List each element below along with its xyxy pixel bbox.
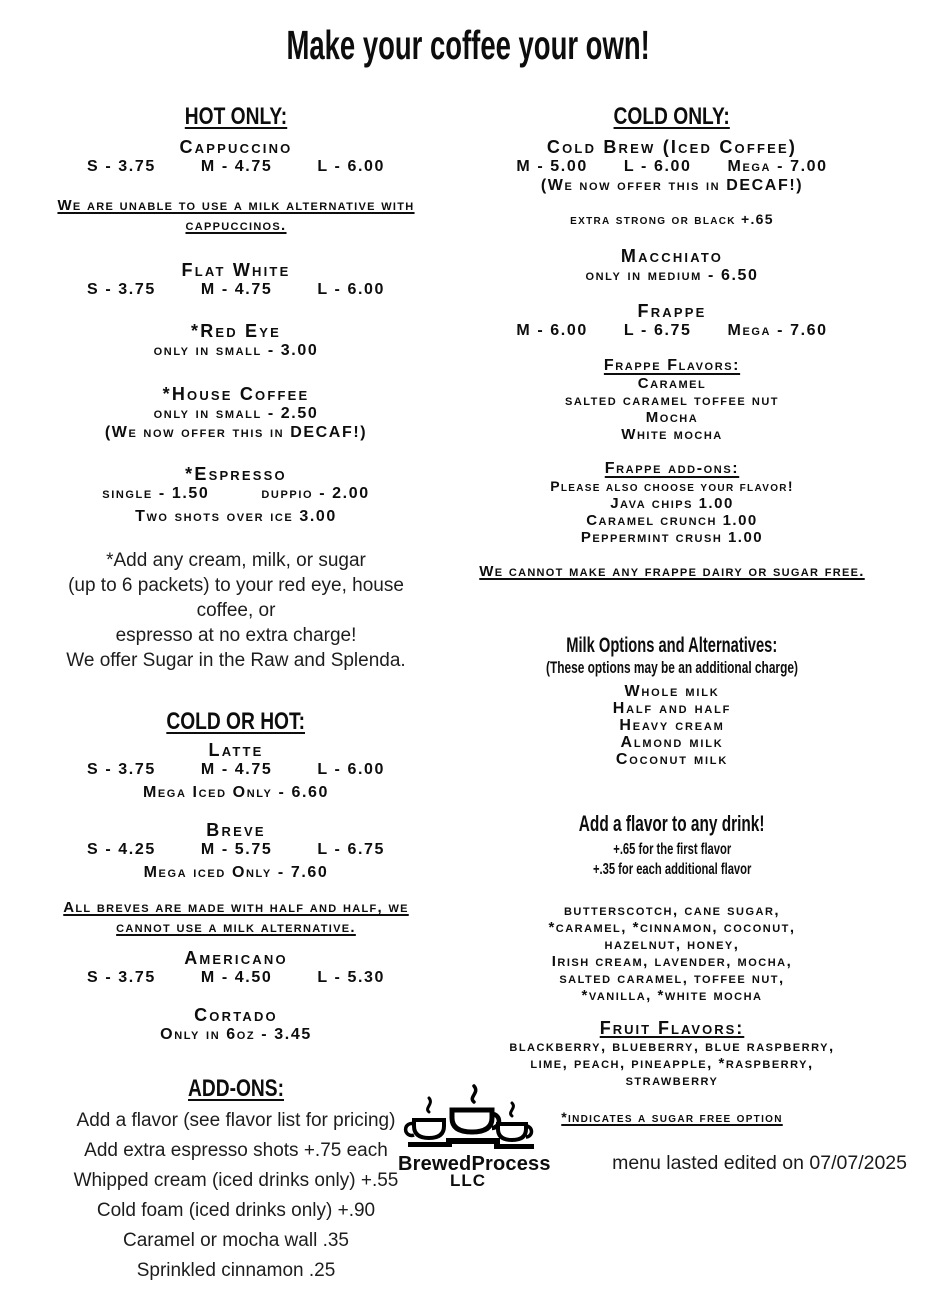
item-cortado-sub: Only in 6oz - 3.45 — [160, 1026, 312, 1043]
addon-line: Add a flavor (see flavor list for pricing) — [76, 1110, 396, 1131]
price-large: L - 6.00 — [623, 158, 692, 175]
item-espresso-prices — [40, 485, 432, 503]
fruit-flavor-line: strawberry — [625, 1072, 719, 1089]
free-additions-note — [40, 548, 432, 673]
item-red-eye-sub: only in small - 3.00 — [153, 342, 319, 359]
section-header-add-ons: ADD-ONS: — [188, 1075, 284, 1102]
price-duppio: duppio - 2.00 — [261, 485, 370, 502]
page-title — [0, 22, 937, 68]
price-medium: M - 4.75 — [200, 761, 273, 778]
price-large: L - 5.30 — [317, 969, 385, 986]
frappe-flavor-line: salted caramel toffee nut — [565, 392, 779, 409]
addon-line: Cold foam (iced drinks only) +.90 — [96, 1200, 376, 1221]
item-cappuccino-prices — [40, 158, 432, 176]
note-line: We offer Sugar in the Raw and Splenda. — [66, 650, 406, 671]
milk-options-subheader: (These options may be an additional charge) — [546, 658, 798, 677]
brand-logo — [398, 1082, 551, 1190]
milk-option-line: Half and half — [612, 700, 732, 717]
item-espresso-name: *Espresso — [185, 464, 287, 484]
coffee-cups-icon — [398, 1082, 538, 1150]
price-medium: M - 5.00 — [516, 158, 588, 175]
frappe-addon-line: Peppermint crush 1.00 — [580, 529, 764, 546]
section-header-hot-only: HOT ONLY: — [184, 103, 288, 130]
price-mega: Mega - 7.60 — [727, 322, 828, 339]
note-line: We are unable to use a milk alternative with — [57, 197, 415, 214]
item-latte-prices — [40, 761, 432, 779]
note-line: *Add any cream, milk, or sugar — [106, 550, 366, 571]
item-americano-name: Americano — [184, 948, 288, 968]
frappe-flavor-line: White mocha — [621, 426, 723, 443]
item-latte-name: Latte — [208, 740, 264, 760]
milk-option-line: Heavy cream — [619, 717, 725, 734]
fruit-flavor-line: blackberry, blueberry, blue raspberry, — [509, 1038, 835, 1055]
logo-company-name: BrewedProcess — [398, 1153, 551, 1175]
sugar-free-note: *indicates a sugar free option — [561, 1109, 783, 1125]
fruit-flavors-header: Fruit Flavors: — [599, 1018, 745, 1038]
flavor-line: hazelnut, honey, — [604, 936, 740, 953]
section-header-cold-only: COLD ONLY: — [613, 103, 731, 130]
note-line: cappuccinos. — [185, 217, 287, 234]
item-house-coffee-sub: only in small - 2.50 — [153, 405, 319, 422]
addon-line: Caramel or mocha wall .35 — [123, 1230, 349, 1251]
item-macchiato-sub: only in medium - 6.50 — [585, 267, 759, 284]
frappe-addon-line: Java chips 1.00 — [610, 495, 734, 512]
item-house-coffee-name: *House Coffee — [162, 384, 310, 404]
fruit-flavor-line: lime, peach, pineapple, *raspberry, — [530, 1055, 814, 1072]
price-mega: Mega - 7.00 — [727, 158, 828, 175]
note-line: All breves are made with half and half, we — [63, 899, 409, 916]
note-line: cannot use a milk alternative. — [116, 919, 356, 936]
price-medium: M - 5.75 — [200, 841, 273, 858]
logo-company-suffix: LLC — [449, 1171, 487, 1190]
price-medium: M - 4.75 — [200, 281, 273, 298]
item-red-eye-name: *Red Eye — [190, 321, 281, 341]
item-cold-brew-prices — [472, 158, 872, 176]
item-frappe-name: Frappe — [637, 301, 707, 321]
breve-milk-note — [40, 898, 432, 938]
item-macchiato-name: Macchiato — [620, 246, 724, 266]
item-flat-white-prices — [40, 281, 432, 299]
flavor-line: salted caramel, toffee nut, — [559, 970, 785, 987]
frappe-flavors-header: Frappe Flavors: — [603, 357, 741, 374]
frappe-flavor-line: Caramel — [637, 375, 707, 392]
addon-line: Add extra espresso shots +.75 each — [84, 1140, 388, 1161]
cold-brew-extra-note: extra strong or black +.65 — [570, 211, 774, 227]
item-americano-prices — [40, 969, 432, 987]
section-header-cold-or-hot: COLD OR HOT: — [166, 708, 306, 735]
milk-option-line: Coconut milk — [615, 751, 729, 768]
frappe-dairy-note: We cannot make any frappe dairy or sugar free. — [479, 563, 865, 580]
price-medium: M - 4.75 — [200, 158, 273, 175]
milk-option-line: Whole milk — [624, 683, 720, 700]
flavor-line: *caramel, *cinnamon, coconut, — [548, 919, 796, 936]
price-small: S - 4.25 — [87, 841, 156, 858]
note-line: espresso at no extra charge! — [115, 625, 357, 646]
price-large: L - 6.75 — [623, 322, 692, 339]
price-medium: M - 6.00 — [516, 322, 588, 339]
addon-line: Sprinkled cinnamon .25 — [136, 1260, 336, 1281]
right-column — [472, 104, 872, 1127]
frappe-addons-note: Please also choose your flavor! — [550, 478, 794, 494]
cappuccino-milk-note — [40, 196, 432, 236]
item-latte-mega: Mega Iced Only - 6.60 — [142, 784, 330, 801]
milk-options-header: Milk Options and Alternatives: — [566, 634, 778, 657]
last-edited-note: menu lasted edited on 07/07/2025 — [612, 1152, 907, 1174]
flavor-section-header: Add a flavor to any drink! — [579, 811, 765, 836]
price-medium: M - 4.50 — [200, 969, 273, 986]
item-cold-brew-name: Cold Brew (Iced Coffee) — [546, 137, 798, 157]
milk-option-line: Almond milk — [620, 734, 724, 751]
flavor-line: Irish cream, lavender, mocha, — [551, 953, 793, 970]
flavor-line: butterscotch, cane sugar, — [563, 902, 781, 919]
note-line: (up to 6 packets) to your red eye, house coffee, or — [68, 575, 404, 621]
price-small: S - 3.75 — [87, 281, 156, 298]
price-small: S - 3.75 — [87, 969, 156, 986]
item-breve-name: Breve — [206, 820, 266, 840]
price-large: L - 6.00 — [317, 761, 385, 778]
item-cortado-name: Cortado — [194, 1005, 278, 1025]
price-single: single - 1.50 — [102, 485, 210, 502]
flavor-price-additional: +.35 for each additional flavor — [592, 861, 752, 878]
price-large: L - 6.00 — [317, 281, 385, 298]
price-small: S - 3.75 — [87, 761, 156, 778]
item-cappuccino-name: Cappuccino — [179, 137, 293, 157]
flavor-line: *vanilla, *white mocha — [581, 987, 763, 1004]
item-flat-white-name: Flat White — [181, 260, 291, 280]
price-large: L - 6.00 — [317, 158, 385, 175]
price-small: S - 3.75 — [87, 158, 156, 175]
frappe-addons-header: Frappe add-ons: — [604, 460, 740, 477]
left-column — [40, 104, 432, 1291]
item-breve-prices — [40, 841, 432, 859]
item-breve-mega: Mega iced Only - 7.60 — [143, 864, 329, 881]
addon-line: Whipped cream (iced drinks only) +.55 — [73, 1170, 399, 1191]
item-espresso-sub: Two shots over ice 3.00 — [135, 508, 337, 525]
flavor-price-first: +.65 for the first flavor — [613, 841, 731, 858]
item-house-coffee-decaf-note: (We now offer this in DECAF!) — [104, 424, 368, 441]
item-frappe-prices — [472, 322, 872, 340]
price-large: L - 6.75 — [317, 841, 385, 858]
item-cold-brew-decaf-note: (We now offer this in DECAF!) — [540, 177, 804, 194]
frappe-flavor-line: Mocha — [645, 409, 699, 426]
page-title-text: Make your coffee your own! — [286, 22, 651, 68]
frappe-addon-line: Caramel crunch 1.00 — [586, 512, 758, 529]
